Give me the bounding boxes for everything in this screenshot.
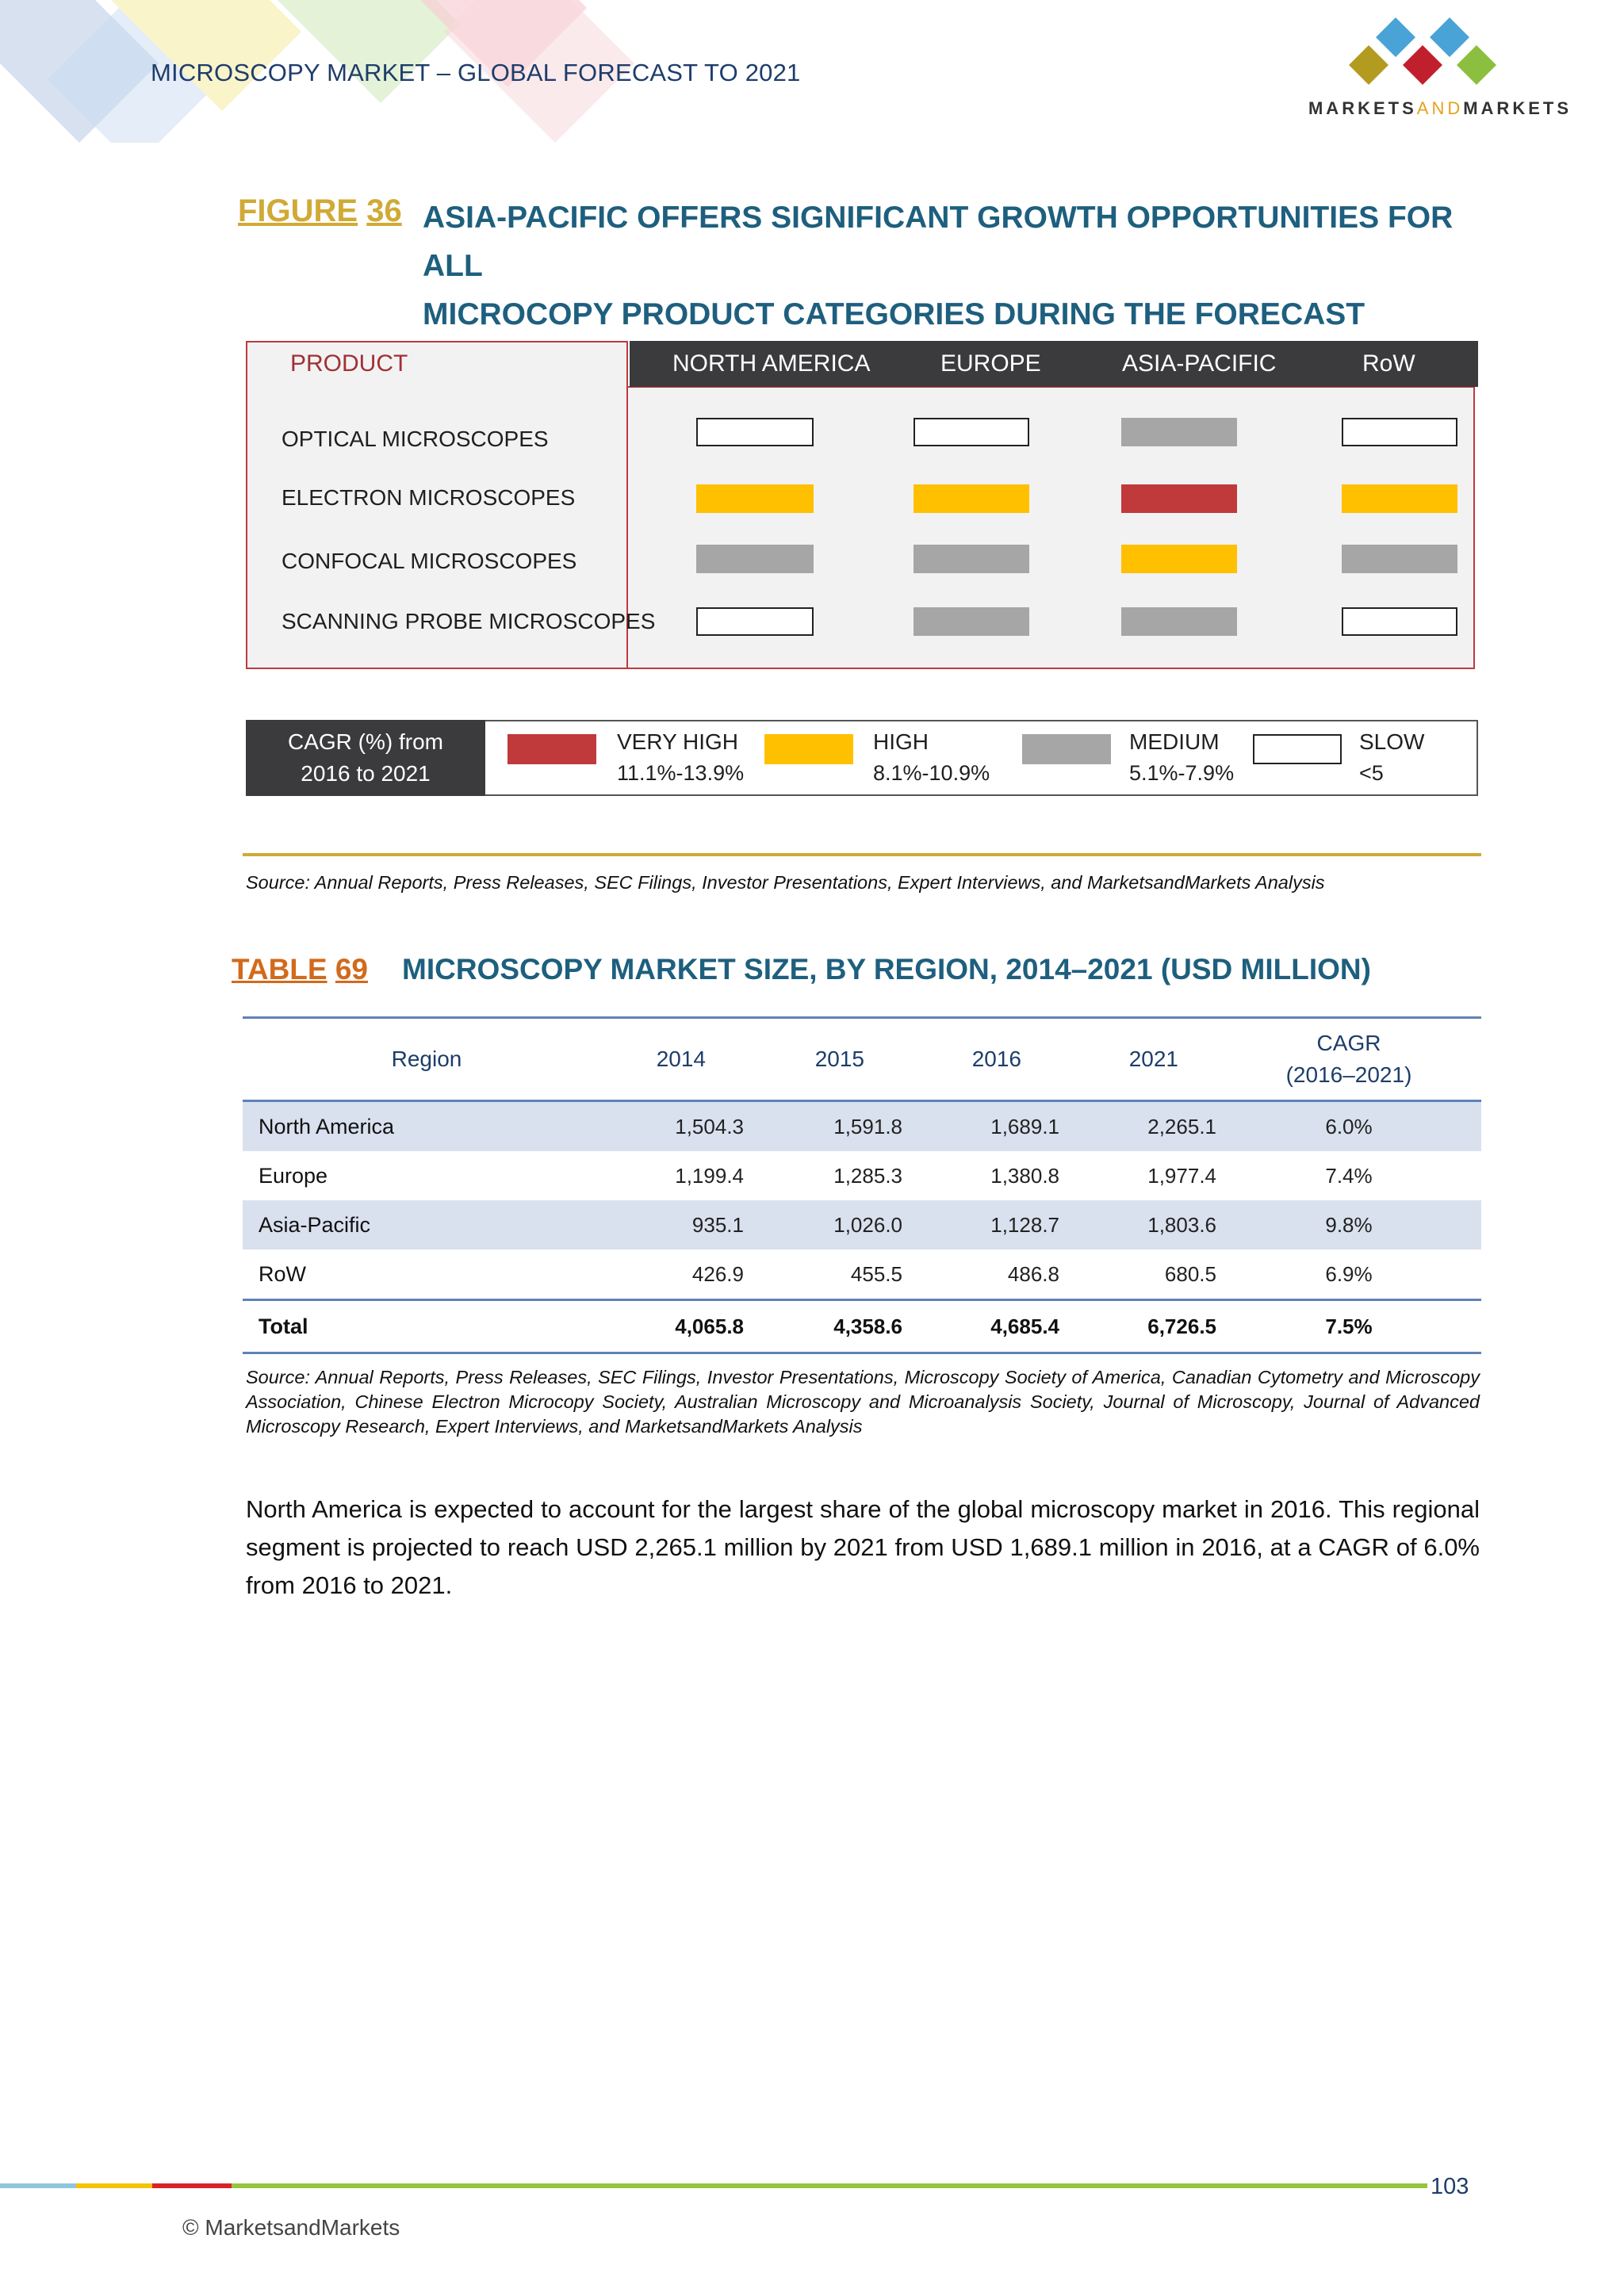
product-header: PRODUCT — [290, 350, 408, 377]
page-number: 103 — [1431, 2174, 1469, 2199]
cell-2016: 1,380.8 — [990, 1163, 1059, 1188]
legend-range-high: 8.1%-10.9% — [873, 761, 990, 785]
header-cagr-line-1: CAGR — [1316, 1031, 1381, 1055]
cell-2014: 1,504.3 — [579, 1101, 744, 1152]
cell-region: Total — [243, 1300, 579, 1353]
cell-2015: 455.5 — [850, 1261, 902, 1286]
footer-bar-red — [152, 2183, 232, 2188]
row-label-electron: ELECTRON MICROSCOPES — [282, 485, 576, 510]
header-2021: 2021 — [1059, 1018, 1216, 1101]
table-source: Source: Annual Reports, Press Releases, SEC Filings, Investor Presentations, Microscopy Society of America, Canadian Cytometry and Microscopy Association, Chinese Electron Microcopy Society, Australian Microscopy and Microanalysis Society, Journal of Microscopy, Journal of Advanced Microscopy Research, Expert Interviews, and MarketsandMarkets Analysis — [246, 1367, 1480, 1437]
brand-part-1: MARKETS — [1308, 98, 1417, 118]
cell-2014: 426.9 — [691, 1261, 744, 1286]
row-label-confocal: CONFOCAL MICROSCOPES — [282, 549, 577, 573]
matrix-cell-north-america — [696, 418, 814, 446]
matrix-cell-asia-pacific — [1121, 607, 1237, 636]
legend-range-very-high: 11.1%-13.9% — [617, 761, 745, 785]
matrix-cell-row — [1342, 484, 1457, 513]
legend-swatch-medium — [1022, 734, 1111, 764]
matrix-cell-asia-pacific — [1121, 545, 1237, 573]
cell-2021: 2,265.1 — [1059, 1101, 1216, 1152]
header-2014: 2014 — [579, 1018, 744, 1101]
legend-caption-line-2: 2016 to 2021 — [301, 761, 431, 786]
cell-cagr: 9.8% — [1216, 1200, 1481, 1249]
header-2016: 2016 — [902, 1018, 1059, 1101]
matrix-cell-row — [1342, 545, 1457, 573]
figure-title-line-1: ASIA-PACIFIC OFFERS SIGNIFICANT GROWTH OPPORTUNITIES FOR ALL — [423, 201, 1454, 283]
cell-cagr: 7.4% — [1325, 1163, 1373, 1188]
copyright: © MarketsandMarkets — [182, 2215, 400, 2240]
cell-2015: 1,591.8 — [744, 1101, 902, 1152]
region-header-north-america: NORTH AMERICA — [672, 350, 871, 377]
matrix-cell-europe — [914, 607, 1029, 636]
matrix-cell-north-america — [696, 545, 814, 573]
matrix-cell-europe — [914, 418, 1029, 446]
cell-2015: 4,358.6 — [744, 1300, 902, 1353]
legend-swatch-very-high — [508, 734, 596, 764]
footer-bar-yellow — [76, 2183, 152, 2188]
brand-part-3: MARKETS — [1463, 98, 1572, 118]
cell-2014: 935.1 — [579, 1200, 744, 1249]
region-header-asia-pacific: ASIA-PACIFIC — [1122, 350, 1277, 377]
row-label-optical: OPTICAL MICROSCOPES — [282, 427, 549, 451]
table-row — [243, 1151, 1481, 1200]
table-label-prefix[interactable]: TABLE — [232, 953, 327, 985]
figure-source: Source: Annual Reports, Press Releases, SEC Filings, Investor Presentations, Expert Interviews, and MarketsandMarkets Analysis — [246, 872, 1325, 893]
brand-part-2: AND — [1416, 98, 1464, 118]
table-label — [232, 953, 368, 986]
cell-2021: 1,977.4 — [1147, 1163, 1216, 1188]
legend-name-medium: MEDIUM — [1129, 729, 1220, 754]
legend-name-high: HIGH — [873, 729, 929, 754]
cell-2015: 1,026.0 — [744, 1200, 902, 1249]
legend-caption-line-1: CAGR (%) from — [288, 729, 443, 754]
table-row — [243, 1200, 1481, 1249]
region-header-row: RoW — [1362, 350, 1415, 377]
cell-2014: 1,199.4 — [675, 1163, 744, 1188]
table-row — [243, 1101, 1481, 1152]
header-region: Region — [243, 1018, 579, 1101]
header-title: MICROSCOPY MARKET – GLOBAL FORECAST TO 2021 — [151, 59, 801, 86]
legend-swatch-high — [764, 734, 853, 764]
matrix-cell-north-america — [696, 484, 814, 513]
figure-title-line-2: MICROCOPY PRODUCT CATEGORIES DURING THE FORECAST — [423, 297, 1365, 331]
legend-name-slow: SLOW — [1359, 729, 1425, 754]
matrix-cell-asia-pacific — [1121, 484, 1237, 513]
matrix-cell-europe — [914, 545, 1029, 573]
cell-cagr: 6.9% — [1325, 1261, 1373, 1286]
region-header-europe: EUROPE — [940, 350, 1041, 377]
matrix-cell-row — [1342, 418, 1457, 446]
table-total-row — [243, 1300, 1481, 1353]
legend-range-slow: <5 — [1359, 761, 1384, 785]
brand-logo-icon — [1348, 10, 1522, 97]
footer-bar-green — [232, 2183, 1427, 2188]
header-2015: 2015 — [744, 1018, 902, 1101]
cell-2016: 486.8 — [1007, 1261, 1059, 1286]
table-row — [243, 1249, 1481, 1300]
cell-2021: 6,726.5 — [1059, 1300, 1216, 1353]
cell-2014: 4,065.8 — [579, 1300, 744, 1353]
cell-region: North America — [243, 1101, 579, 1152]
cell-2016: 1,689.1 — [902, 1101, 1059, 1152]
brand-wordmark — [1297, 98, 1583, 119]
matrix-cell-asia-pacific — [1121, 418, 1237, 446]
table-header-row — [243, 1018, 1481, 1101]
cell-region: RoW — [259, 1261, 306, 1286]
footer-bar-blue — [0, 2183, 76, 2188]
cell-2021: 680.5 — [1164, 1261, 1216, 1286]
figure-divider — [243, 853, 1481, 856]
legend-caption — [246, 726, 485, 790]
row-label-scanning-probe: SCANNING PROBE MICROSCOPES — [282, 609, 656, 633]
cell-2016: 4,685.4 — [902, 1300, 1059, 1353]
legend-swatch-slow — [1253, 734, 1342, 764]
header-cagr — [1216, 1018, 1481, 1101]
cell-region: Asia-Pacific — [243, 1200, 579, 1249]
legend-name-very-high: VERY HIGH — [617, 729, 739, 754]
cell-2021: 1,803.6 — [1059, 1200, 1216, 1249]
matrix-cell-row — [1342, 607, 1457, 636]
legend-range-medium: 5.1%-7.9% — [1129, 761, 1235, 785]
figure-label — [238, 193, 402, 229]
cell-region: Europe — [259, 1163, 328, 1188]
cell-cagr: 7.5% — [1216, 1300, 1481, 1353]
figure-label-prefix[interactable]: FIGURE — [238, 193, 358, 228]
table-label-number[interactable]: 69 — [335, 953, 369, 985]
figure-label-number[interactable]: 36 — [366, 193, 402, 228]
header-cagr-line-2: (2016–2021) — [1285, 1062, 1412, 1087]
body-paragraph: North America is expected to account for the largest share of the global microscopy market in 2016. This regional segment is projected to reach USD 2,265.1 million by 2021 from USD 1,689.1 million in 2016, at a CAGR of 6.0% from 2016 to 2021. — [246, 1495, 1480, 1599]
market-size-table — [243, 1016, 1481, 1354]
cell-2015: 1,285.3 — [833, 1163, 902, 1188]
matrix-cell-north-america — [696, 607, 814, 636]
cell-2016: 1,128.7 — [902, 1200, 1059, 1249]
cell-cagr: 6.0% — [1216, 1101, 1481, 1152]
table-title: MICROSCOPY MARKET SIZE, BY REGION, 2014–2021 (USD MILLION) — [402, 953, 1371, 985]
matrix-cell-europe — [914, 484, 1029, 513]
